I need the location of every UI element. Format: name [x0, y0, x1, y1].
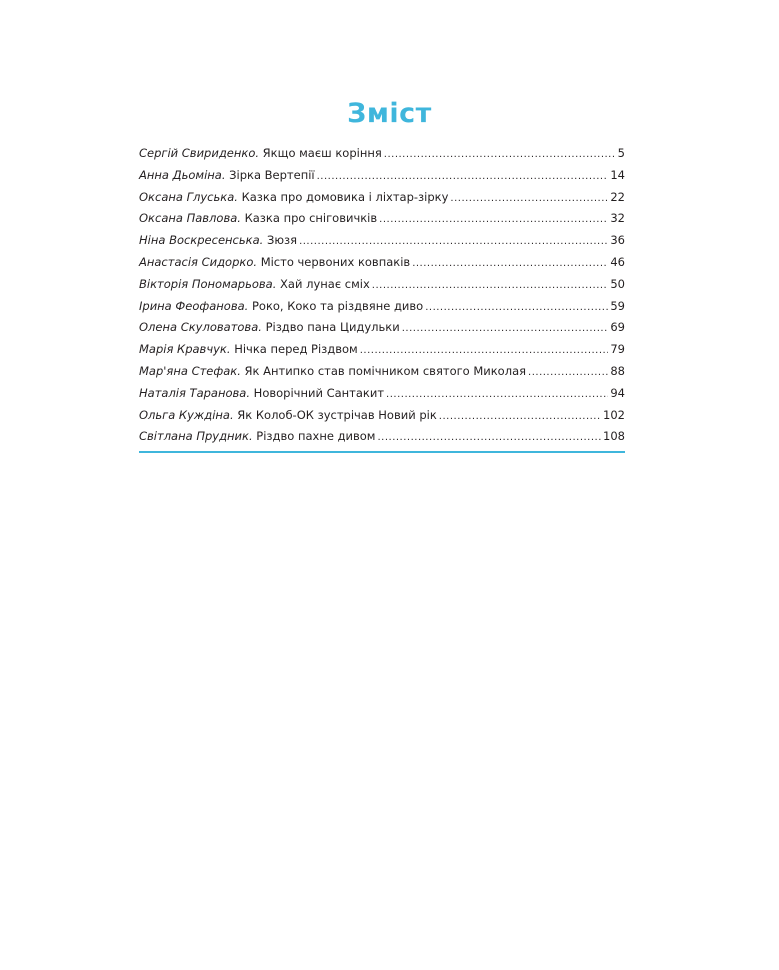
- toc-entry[interactable]: [139, 429, 625, 451]
- dot-leader: [402, 323, 609, 334]
- table-of-contents: [139, 146, 625, 451]
- dot-leader: [439, 411, 601, 422]
- toc-title: Різдво пана Цидульки: [265, 320, 400, 335]
- toc-title: Місто червоних ковпаків: [260, 254, 411, 269]
- toc-author: Оксана Глуська.: [139, 189, 238, 204]
- toc-author: Оксана Павлова.: [139, 211, 241, 226]
- toc-entry[interactable]: [139, 299, 625, 321]
- toc-page-number: 88: [610, 363, 625, 378]
- toc-title: Зюзя: [266, 233, 298, 248]
- dot-leader: [317, 171, 609, 182]
- dot-leader: [360, 345, 609, 356]
- toc-author: Сергій Свириденко.: [139, 146, 260, 160]
- toc-author: Анна Дьоміна.: [139, 167, 226, 182]
- toc-page-number: 69: [610, 320, 625, 335]
- toc-page-number: 32: [610, 211, 625, 226]
- toc-entry[interactable]: [139, 277, 625, 299]
- toc-entry[interactable]: [139, 364, 625, 386]
- toc-entry[interactable]: [139, 233, 625, 255]
- toc-page-number: 50: [610, 276, 625, 291]
- toc-title: Різдво пахне дивом: [256, 429, 376, 444]
- toc-page-number: 94: [610, 385, 625, 400]
- toc-title: Як Антипко став помічником святого Миколая: [244, 363, 527, 378]
- toc-author: Ольга Куждіна.: [139, 407, 234, 422]
- toc-author: Ніна Воскресенська.: [139, 233, 264, 248]
- toc-page-number: 59: [610, 298, 625, 313]
- toc-title: Як Колоб-ОК зустрічав Новий рік: [237, 407, 437, 422]
- dot-leader: [379, 214, 608, 225]
- toc-title: Роко, Коко та різдвяне диво: [251, 298, 424, 313]
- toc-author: Наталія Таранова.: [139, 385, 251, 400]
- toc-title: Хай лунає сміх: [280, 276, 370, 291]
- toc-title: Нічка перед Різдвом: [234, 342, 358, 357]
- toc-title: Казка про сніговичків: [244, 211, 378, 226]
- toc-entry[interactable]: [139, 408, 625, 430]
- dot-leader: [384, 149, 616, 160]
- toc-author: Олена Скуловатова.: [139, 320, 262, 335]
- toc-title: Якщо маєш коріння: [262, 146, 382, 160]
- toc-entry[interactable]: [139, 190, 625, 212]
- dot-leader: [450, 193, 608, 204]
- divider-line: [139, 451, 625, 453]
- toc-page-number: 14: [610, 167, 625, 182]
- toc-author: Ірина Феофанова.: [139, 298, 249, 313]
- page-title: Зміст: [347, 98, 432, 129]
- toc-page-number: 46: [610, 254, 625, 269]
- dot-leader: [386, 389, 608, 400]
- toc-page-number: 102: [603, 407, 625, 422]
- toc-entry[interactable]: [139, 320, 625, 342]
- toc-page-number: 36: [610, 233, 625, 248]
- dot-leader: [299, 236, 608, 247]
- toc-author: Вікторія Пономарьова.: [139, 276, 277, 291]
- toc-author: Мар'яна Стефак.: [139, 363, 241, 378]
- toc-entry[interactable]: [139, 211, 625, 233]
- toc-entry[interactable]: [139, 386, 625, 408]
- toc-page-number: 5: [617, 146, 625, 160]
- toc-entry[interactable]: [139, 255, 625, 277]
- toc-author: Анастасія Сидорко.: [139, 254, 258, 269]
- toc-title: Новорічний Сантакит: [253, 385, 385, 400]
- toc-page-number: 79: [610, 342, 625, 357]
- dot-leader: [425, 302, 608, 313]
- dot-leader: [372, 280, 609, 291]
- toc-entry[interactable]: [139, 168, 625, 190]
- toc-page-number: 22: [610, 189, 625, 204]
- toc-page-number: 108: [603, 429, 625, 444]
- dot-leader: [377, 432, 601, 443]
- dot-leader: [528, 367, 608, 378]
- toc-author: Світлана Прудник.: [139, 429, 253, 444]
- toc-author: Марія Кравчук.: [139, 342, 231, 357]
- toc-entry[interactable]: [139, 146, 625, 168]
- toc-entry[interactable]: [139, 342, 625, 364]
- toc-title: Зірка Вертепії: [229, 167, 315, 182]
- toc-title: Казка про домовика і ліхтар-зірку: [241, 189, 449, 204]
- dot-leader: [412, 258, 608, 269]
